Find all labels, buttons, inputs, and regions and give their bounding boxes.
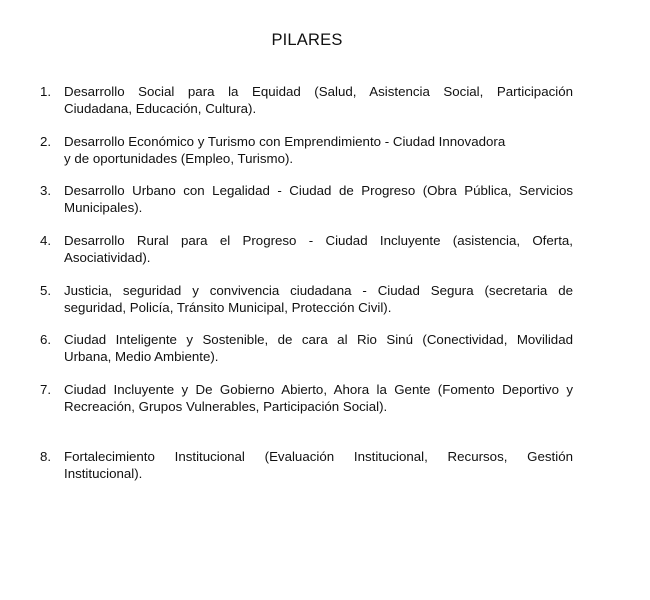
item-number: 2. bbox=[40, 134, 52, 149]
item-number: 7. bbox=[40, 382, 52, 397]
item-text bbox=[64, 282, 573, 316]
item-text-line: Desarrollo Urbano con Legalidad - Ciudad de Progreso (Obra Pública, Servicios bbox=[64, 183, 573, 198]
item-text-line: Desarrollo Social para la Equidad (Salud, Asistencia Social, Participación bbox=[64, 84, 573, 99]
item-number: 3. bbox=[40, 183, 52, 198]
item-text-line: Municipales). bbox=[64, 200, 143, 215]
item-text bbox=[64, 83, 573, 117]
item-text-line: Institucional). bbox=[64, 466, 143, 481]
item-number: 6. bbox=[40, 332, 52, 347]
item-text-line: Desarrollo Económico y Turismo con Emprendimiento - Ciudad Innovadora bbox=[64, 134, 506, 149]
item-text bbox=[64, 331, 573, 365]
item-text-line: Asociatividad). bbox=[64, 250, 151, 265]
item-text bbox=[64, 448, 573, 482]
item-text bbox=[64, 182, 573, 216]
item-text-line: Desarrollo Rural para el Progreso - Ciudad Incluyente (asistencia, Oferta, bbox=[64, 233, 573, 248]
item-text bbox=[64, 232, 573, 266]
item-text-line: Recreación, Grupos Vulnerables, Participación Social). bbox=[64, 399, 388, 414]
item-number: 8. bbox=[40, 449, 52, 464]
item-number: 4. bbox=[40, 233, 52, 248]
item-text bbox=[64, 381, 573, 415]
item-text-line: Justicia, seguridad y convivencia ciudadana - Ciudad Segura (secretaria de bbox=[64, 283, 573, 298]
item-number: 1. bbox=[40, 84, 52, 99]
page-title: PILARES bbox=[271, 31, 343, 49]
item-number: 5. bbox=[40, 283, 52, 298]
item-text-line: Urbana, Medio Ambiente). bbox=[64, 349, 219, 364]
item-text-line: Ciudadana, Educación, Cultura). bbox=[64, 101, 257, 116]
item-text-line: Fortalecimiento Institucional (Evaluación Institucional, Recursos, Gestión bbox=[64, 449, 573, 464]
item-text-line: seguridad, Policía, Tránsito Municipal, Protección Civil). bbox=[64, 300, 392, 315]
item-text-line: Ciudad Incluyente y De Gobierno Abierto, Ahora la Gente (Fomento Deportivo y bbox=[64, 382, 573, 397]
item-text-line: y de oportunidades (Empleo, Turismo). bbox=[64, 151, 294, 166]
item-text-line: Ciudad Inteligente y Sostenible, de cara al Rio Sinú (Conectividad, Movilidad bbox=[64, 332, 573, 347]
item-text bbox=[64, 133, 573, 167]
